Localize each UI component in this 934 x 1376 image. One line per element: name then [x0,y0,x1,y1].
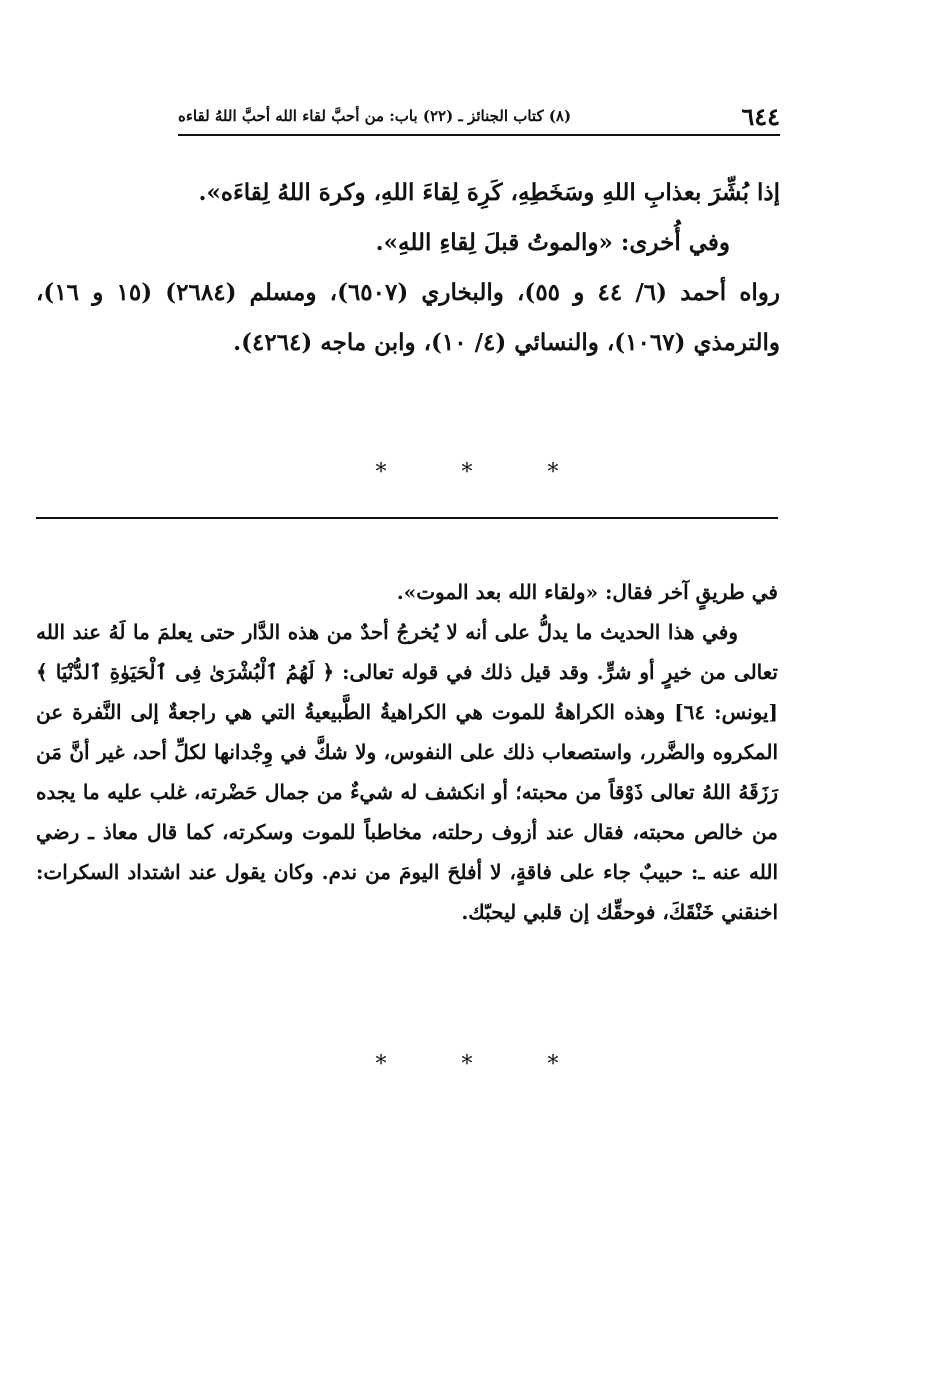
hadith-line-continuation: إذا بُشِّرَ بعذابِ اللهِ وسَخَطِهِ، كَرِهَ لِقاءَ اللهِ، وكرهَ اللهُ لِقاءَه». [198,179,780,206]
page-number: ٦٤٤ [741,101,780,131]
commentary-section [36,572,778,932]
hadith-text-section [36,168,780,368]
star-glyph: * [547,1052,559,1077]
header-rule [178,134,780,136]
running-title: (٨) كتاب الجنائز ـ (٢٢) باب: من أحبَّ لقاء الله أحبَّ اللهُ لقاءه [178,107,572,125]
page-header [178,98,780,134]
commentary-paragraph: وفي هذا الحديث ما يدلُّ على أنه لا يُخرجُ أحدٌ من هذه الدَّار حتى يعلمَ ما لَهُ عند الله تعالى من خيرٍ أو شرٍّ. وقد قيل ذلك في قوله تعالى: ﴿ لَهُمُ ٱلْبُشْرَىٰ فِى ٱلْحَيَوٰةِ ٱلدُّنْيَا ﴾ [يونس: ٦٤] وهذه الكراهةُ للموت هي الكراهيةُ الطَّبيعيةُ التي هي راجعةٌ إلى النَّفرة عن المكروه والضَّرر، واستصعاب ذلك على النفوس، ولا شكَّ في وِجْدانها لكلِّ أحد، غير أنَّ مَن رَزَقَهُ اللهُ تعالى ذَوْقاً من محبته؛ أو انكشف له شيءٌ من جمال حَضْرته، غلب عليه ما يجده من خالص محبته، فقال عند أزوف رحلته، مخاطباً للموت وسكرته، كما قال معاذ ـ رضي الله عنه ـ: حبيبٌ جاء على فاقةٍ، لا أفلحَ اليومَ من ندم. وكان يقول عند اشتداد السكرات: اخنقني خَنْقَكَ، فوحقِّك إن قلبي ليحبّك. [36,620,778,924]
star-glyph: * [461,1052,473,1077]
star-glyph: * [375,460,387,485]
footnote-divider [36,517,778,519]
section-separator-stars-end [0,1052,934,1077]
star-glyph: * [461,460,473,485]
commentary-first-line: في طريقٍ آخر فقال: «ولقاء الله بعد الموت». [396,580,778,604]
star-glyph: * [375,1052,387,1077]
star-glyph: * [547,460,559,485]
section-separator-stars [0,460,934,485]
hadith-line-other-narration: وفي أُخرى: «والموتُ قبلَ لِقاءِ اللهِ». [375,229,730,256]
hadith-citation: رواه أحمد (٦/ ٤٤ و ٥٥)، والبخاري (٦٥٠٧)، ومسلم (٢٦٨٤) (١٥ و ١٦)، والترمذي (١٠٦٧)، والنسائي (٤/ ١٠)، وابن ماجه (٤٢٦٤). [36,279,780,356]
